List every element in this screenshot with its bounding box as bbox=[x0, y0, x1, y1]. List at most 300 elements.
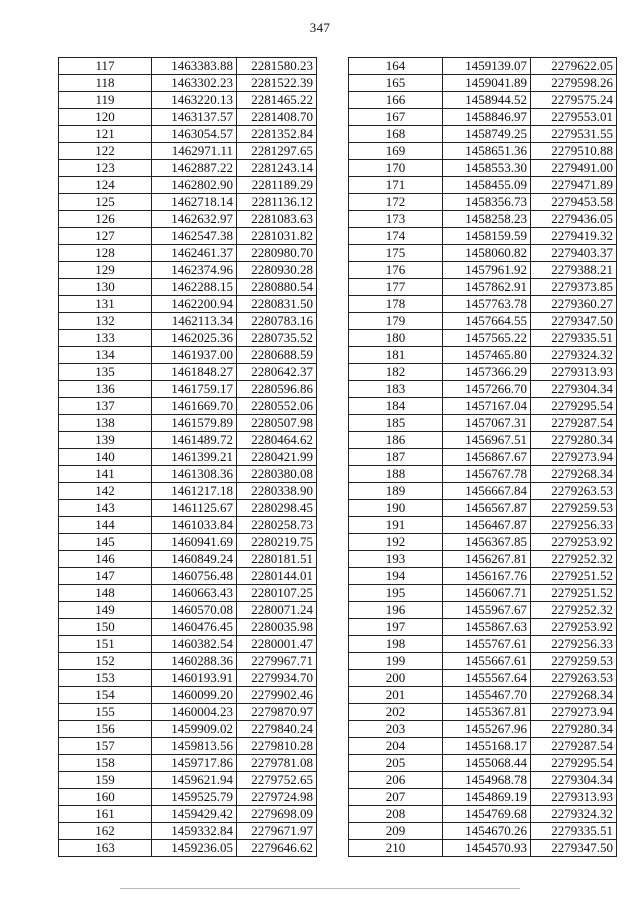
table-row bbox=[59, 687, 317, 704]
table-row bbox=[349, 806, 617, 823]
x-coordinate-cell: 1462718.14 bbox=[152, 194, 237, 211]
x-coordinate-cell: 1460382.54 bbox=[152, 636, 237, 653]
table-row bbox=[349, 75, 617, 92]
table-row bbox=[349, 551, 617, 568]
x-coordinate-cell: 1456967.51 bbox=[443, 432, 531, 449]
table-row bbox=[59, 296, 317, 313]
x-coordinate-cell: 1457565.22 bbox=[443, 330, 531, 347]
x-coordinate-cell: 1455867.63 bbox=[443, 619, 531, 636]
y-coordinate-cell: 2280464.62 bbox=[237, 432, 317, 449]
x-coordinate-cell: 1457266.70 bbox=[443, 381, 531, 398]
point-number-cell: 195 bbox=[349, 585, 443, 602]
y-coordinate-cell: 2279388.21 bbox=[531, 262, 617, 279]
point-number-cell: 169 bbox=[349, 143, 443, 160]
y-coordinate-cell: 2280071.24 bbox=[237, 602, 317, 619]
table-row bbox=[349, 687, 617, 704]
y-coordinate-cell: 2279360.27 bbox=[531, 296, 617, 313]
page-number: 347 bbox=[309, 20, 331, 35]
point-number-cell: 118 bbox=[59, 75, 152, 92]
x-coordinate-cell: 1461669.70 bbox=[152, 398, 237, 415]
table-row bbox=[349, 432, 617, 449]
y-coordinate-cell: 2280642.37 bbox=[237, 364, 317, 381]
table-row bbox=[59, 755, 317, 772]
x-coordinate-cell: 1455267.96 bbox=[443, 721, 531, 738]
table-row bbox=[349, 483, 617, 500]
x-coordinate-cell: 1460193.91 bbox=[152, 670, 237, 687]
y-coordinate-cell: 2279268.34 bbox=[531, 466, 617, 483]
table-row bbox=[59, 721, 317, 738]
point-number-cell: 160 bbox=[59, 789, 152, 806]
table-row bbox=[349, 211, 617, 228]
y-coordinate-cell: 2279253.92 bbox=[531, 619, 617, 636]
point-number-cell: 130 bbox=[59, 279, 152, 296]
point-number-cell: 165 bbox=[349, 75, 443, 92]
y-coordinate-cell: 2279510.88 bbox=[531, 143, 617, 160]
point-number-cell: 164 bbox=[349, 58, 443, 75]
y-coordinate-cell: 2281580.23 bbox=[237, 58, 317, 75]
point-number-cell: 192 bbox=[349, 534, 443, 551]
table-row bbox=[59, 806, 317, 823]
x-coordinate-cell: 1455367.81 bbox=[443, 704, 531, 721]
table-row bbox=[59, 58, 317, 75]
point-number-cell: 172 bbox=[349, 194, 443, 211]
y-coordinate-cell: 2279373.85 bbox=[531, 279, 617, 296]
x-coordinate-cell: 1456467.87 bbox=[443, 517, 531, 534]
x-coordinate-cell: 1457167.04 bbox=[443, 398, 531, 415]
point-number-cell: 127 bbox=[59, 228, 152, 245]
x-coordinate-cell: 1454869.19 bbox=[443, 789, 531, 806]
point-number-cell: 146 bbox=[59, 551, 152, 568]
point-number-cell: 171 bbox=[349, 177, 443, 194]
x-coordinate-cell: 1458258.23 bbox=[443, 211, 531, 228]
x-coordinate-cell: 1461937.00 bbox=[152, 347, 237, 364]
table-row bbox=[59, 602, 317, 619]
table-row bbox=[349, 58, 617, 75]
x-coordinate-cell: 1457862.91 bbox=[443, 279, 531, 296]
y-coordinate-cell: 2280001.47 bbox=[237, 636, 317, 653]
y-coordinate-cell: 2279698.09 bbox=[237, 806, 317, 823]
point-number-cell: 121 bbox=[59, 126, 152, 143]
point-number-cell: 119 bbox=[59, 92, 152, 109]
x-coordinate-cell: 1456667.84 bbox=[443, 483, 531, 500]
y-coordinate-cell: 2279263.53 bbox=[531, 483, 617, 500]
point-number-cell: 196 bbox=[349, 602, 443, 619]
point-number-cell: 151 bbox=[59, 636, 152, 653]
y-coordinate-cell: 2279840.24 bbox=[237, 721, 317, 738]
point-number-cell: 173 bbox=[349, 211, 443, 228]
point-number-cell: 117 bbox=[59, 58, 152, 75]
table-row bbox=[59, 92, 317, 109]
table-row bbox=[59, 228, 317, 245]
y-coordinate-cell: 2279295.54 bbox=[531, 755, 617, 772]
y-coordinate-cell: 2280107.25 bbox=[237, 585, 317, 602]
point-number-cell: 123 bbox=[59, 160, 152, 177]
x-coordinate-cell: 1462547.38 bbox=[152, 228, 237, 245]
y-coordinate-cell: 2279491.00 bbox=[531, 160, 617, 177]
y-coordinate-cell: 2279870.97 bbox=[237, 704, 317, 721]
y-coordinate-cell: 2280880.54 bbox=[237, 279, 317, 296]
x-coordinate-cell: 1456267.81 bbox=[443, 551, 531, 568]
table-row bbox=[59, 704, 317, 721]
x-coordinate-cell: 1462887.22 bbox=[152, 160, 237, 177]
y-coordinate-cell: 2280219.75 bbox=[237, 534, 317, 551]
point-number-cell: 133 bbox=[59, 330, 152, 347]
x-coordinate-cell: 1461579.89 bbox=[152, 415, 237, 432]
x-coordinate-cell: 1458944.52 bbox=[443, 92, 531, 109]
x-coordinate-cell: 1459139.07 bbox=[443, 58, 531, 75]
y-coordinate-cell: 2280144.01 bbox=[237, 568, 317, 585]
point-number-cell: 167 bbox=[349, 109, 443, 126]
table-row bbox=[349, 772, 617, 789]
x-coordinate-cell: 1456067.71 bbox=[443, 585, 531, 602]
point-number-cell: 122 bbox=[59, 143, 152, 160]
point-number-cell: 208 bbox=[349, 806, 443, 823]
table-row bbox=[59, 432, 317, 449]
table-row bbox=[349, 126, 617, 143]
point-number-cell: 131 bbox=[59, 296, 152, 313]
table-row bbox=[59, 75, 317, 92]
y-coordinate-cell: 2280596.86 bbox=[237, 381, 317, 398]
y-coordinate-cell: 2279280.34 bbox=[531, 432, 617, 449]
y-coordinate-cell: 2279259.53 bbox=[531, 653, 617, 670]
table-row bbox=[349, 823, 617, 840]
table-row bbox=[349, 602, 617, 619]
point-number-cell: 125 bbox=[59, 194, 152, 211]
point-number-cell: 161 bbox=[59, 806, 152, 823]
x-coordinate-cell: 1459041.89 bbox=[443, 75, 531, 92]
x-coordinate-cell: 1455068.44 bbox=[443, 755, 531, 772]
y-coordinate-cell: 2279268.34 bbox=[531, 687, 617, 704]
x-coordinate-cell: 1460756.48 bbox=[152, 568, 237, 585]
point-number-cell: 159 bbox=[59, 772, 152, 789]
x-coordinate-cell: 1461848.27 bbox=[152, 364, 237, 381]
point-number-cell: 197 bbox=[349, 619, 443, 636]
x-coordinate-cell: 1460663.43 bbox=[152, 585, 237, 602]
point-number-cell: 142 bbox=[59, 483, 152, 500]
y-coordinate-cell: 2281352.84 bbox=[237, 126, 317, 143]
x-coordinate-cell: 1462288.15 bbox=[152, 279, 237, 296]
table-row bbox=[59, 177, 317, 194]
x-coordinate-cell: 1462971.11 bbox=[152, 143, 237, 160]
table-row bbox=[349, 330, 617, 347]
table-row bbox=[349, 194, 617, 211]
point-number-cell: 162 bbox=[59, 823, 152, 840]
y-coordinate-cell: 2279671.97 bbox=[237, 823, 317, 840]
table-row bbox=[349, 755, 617, 772]
point-number-cell: 170 bbox=[349, 160, 443, 177]
table-row bbox=[349, 245, 617, 262]
table-row bbox=[349, 296, 617, 313]
table-row bbox=[349, 143, 617, 160]
point-number-cell: 176 bbox=[349, 262, 443, 279]
x-coordinate-cell: 1462200.94 bbox=[152, 296, 237, 313]
table-row bbox=[59, 143, 317, 160]
point-number-cell: 143 bbox=[59, 500, 152, 517]
point-number-cell: 189 bbox=[349, 483, 443, 500]
y-coordinate-cell: 2279273.94 bbox=[531, 704, 617, 721]
y-coordinate-cell: 2279622.05 bbox=[531, 58, 617, 75]
x-coordinate-cell: 1459429.42 bbox=[152, 806, 237, 823]
y-coordinate-cell: 2281031.82 bbox=[237, 228, 317, 245]
table-row bbox=[349, 500, 617, 517]
x-coordinate-cell: 1462113.34 bbox=[152, 313, 237, 330]
point-number-cell: 204 bbox=[349, 738, 443, 755]
table-row bbox=[59, 840, 317, 857]
table-row bbox=[59, 738, 317, 755]
y-coordinate-cell: 2279253.92 bbox=[531, 534, 617, 551]
y-coordinate-cell: 2279287.54 bbox=[531, 415, 617, 432]
table-row bbox=[349, 840, 617, 857]
x-coordinate-cell: 1462802.90 bbox=[152, 177, 237, 194]
table-row bbox=[59, 551, 317, 568]
y-coordinate-cell: 2279453.58 bbox=[531, 194, 617, 211]
y-coordinate-cell: 2280338.90 bbox=[237, 483, 317, 500]
y-coordinate-cell: 2279256.33 bbox=[531, 517, 617, 534]
table-row bbox=[59, 330, 317, 347]
y-coordinate-cell: 2281297.65 bbox=[237, 143, 317, 160]
point-number-cell: 155 bbox=[59, 704, 152, 721]
y-coordinate-cell: 2281522.39 bbox=[237, 75, 317, 92]
x-coordinate-cell: 1463054.57 bbox=[152, 126, 237, 143]
point-number-cell: 187 bbox=[349, 449, 443, 466]
y-coordinate-cell: 2280831.50 bbox=[237, 296, 317, 313]
point-number-cell: 185 bbox=[349, 415, 443, 432]
x-coordinate-cell: 1462461.37 bbox=[152, 245, 237, 262]
table-row bbox=[349, 568, 617, 585]
x-coordinate-cell: 1460099.20 bbox=[152, 687, 237, 704]
table-row bbox=[59, 823, 317, 840]
y-coordinate-cell: 2279403.37 bbox=[531, 245, 617, 262]
table-row bbox=[349, 585, 617, 602]
x-coordinate-cell: 1461489.72 bbox=[152, 432, 237, 449]
y-coordinate-cell: 2280930.28 bbox=[237, 262, 317, 279]
x-coordinate-cell: 1458651.36 bbox=[443, 143, 531, 160]
table-row bbox=[59, 653, 317, 670]
x-coordinate-cell: 1454670.26 bbox=[443, 823, 531, 840]
table-row bbox=[349, 449, 617, 466]
table-row bbox=[349, 670, 617, 687]
x-coordinate-cell: 1459236.05 bbox=[152, 840, 237, 857]
point-number-cell: 149 bbox=[59, 602, 152, 619]
x-coordinate-cell: 1460476.45 bbox=[152, 619, 237, 636]
table-row bbox=[349, 177, 617, 194]
table-row bbox=[349, 619, 617, 636]
x-coordinate-cell: 1457465.80 bbox=[443, 347, 531, 364]
y-coordinate-cell: 2279304.34 bbox=[531, 381, 617, 398]
y-coordinate-cell: 2279598.26 bbox=[531, 75, 617, 92]
point-number-cell: 210 bbox=[349, 840, 443, 857]
y-coordinate-cell: 2279646.62 bbox=[237, 840, 317, 857]
point-number-cell: 193 bbox=[349, 551, 443, 568]
table-row bbox=[59, 789, 317, 806]
x-coordinate-cell: 1460004.23 bbox=[152, 704, 237, 721]
point-number-cell: 152 bbox=[59, 653, 152, 670]
table-body bbox=[59, 58, 317, 857]
point-number-cell: 144 bbox=[59, 517, 152, 534]
point-number-cell: 203 bbox=[349, 721, 443, 738]
point-number-cell: 202 bbox=[349, 704, 443, 721]
x-coordinate-cell: 1459909.02 bbox=[152, 721, 237, 738]
table-row bbox=[59, 126, 317, 143]
table-row bbox=[59, 415, 317, 432]
y-coordinate-cell: 2279251.52 bbox=[531, 568, 617, 585]
x-coordinate-cell: 1458553.30 bbox=[443, 160, 531, 177]
x-coordinate-cell: 1457961.92 bbox=[443, 262, 531, 279]
footer-divider bbox=[120, 888, 520, 889]
point-number-cell: 178 bbox=[349, 296, 443, 313]
y-coordinate-cell: 2279313.93 bbox=[531, 789, 617, 806]
y-coordinate-cell: 2280980.70 bbox=[237, 245, 317, 262]
point-number-cell: 180 bbox=[349, 330, 443, 347]
coordinates-table-right bbox=[348, 57, 617, 857]
x-coordinate-cell: 1460288.36 bbox=[152, 653, 237, 670]
x-coordinate-cell: 1462632.97 bbox=[152, 211, 237, 228]
point-number-cell: 175 bbox=[349, 245, 443, 262]
table-row bbox=[349, 228, 617, 245]
y-coordinate-cell: 2280258.73 bbox=[237, 517, 317, 534]
y-coordinate-cell: 2279553.01 bbox=[531, 109, 617, 126]
x-coordinate-cell: 1460941.69 bbox=[152, 534, 237, 551]
point-number-cell: 132 bbox=[59, 313, 152, 330]
x-coordinate-cell: 1455667.61 bbox=[443, 653, 531, 670]
point-number-cell: 200 bbox=[349, 670, 443, 687]
point-number-cell: 188 bbox=[349, 466, 443, 483]
table-row bbox=[349, 364, 617, 381]
table-row bbox=[59, 636, 317, 653]
point-number-cell: 198 bbox=[349, 636, 443, 653]
x-coordinate-cell: 1463383.88 bbox=[152, 58, 237, 75]
table-row bbox=[349, 109, 617, 126]
y-coordinate-cell: 2279252.32 bbox=[531, 551, 617, 568]
point-number-cell: 154 bbox=[59, 687, 152, 704]
point-number-cell: 140 bbox=[59, 449, 152, 466]
x-coordinate-cell: 1459717.86 bbox=[152, 755, 237, 772]
table-row bbox=[349, 721, 617, 738]
table-row bbox=[59, 364, 317, 381]
point-number-cell: 135 bbox=[59, 364, 152, 381]
x-coordinate-cell: 1455168.17 bbox=[443, 738, 531, 755]
point-number-cell: 168 bbox=[349, 126, 443, 143]
x-coordinate-cell: 1459332.84 bbox=[152, 823, 237, 840]
point-number-cell: 120 bbox=[59, 109, 152, 126]
table-row bbox=[349, 398, 617, 415]
table-row bbox=[349, 347, 617, 364]
x-coordinate-cell: 1455567.64 bbox=[443, 670, 531, 687]
table-row bbox=[59, 245, 317, 262]
point-number-cell: 199 bbox=[349, 653, 443, 670]
table-row bbox=[349, 262, 617, 279]
table-row bbox=[59, 313, 317, 330]
y-coordinate-cell: 2279724.98 bbox=[237, 789, 317, 806]
y-coordinate-cell: 2280380.08 bbox=[237, 466, 317, 483]
table-row bbox=[349, 704, 617, 721]
point-number-cell: 205 bbox=[349, 755, 443, 772]
y-coordinate-cell: 2280035.98 bbox=[237, 619, 317, 636]
point-number-cell: 139 bbox=[59, 432, 152, 449]
point-number-cell: 147 bbox=[59, 568, 152, 585]
y-coordinate-cell: 2280181.51 bbox=[237, 551, 317, 568]
y-coordinate-cell: 2280552.06 bbox=[237, 398, 317, 415]
x-coordinate-cell: 1457763.78 bbox=[443, 296, 531, 313]
x-coordinate-cell: 1457664.55 bbox=[443, 313, 531, 330]
y-coordinate-cell: 2280507.98 bbox=[237, 415, 317, 432]
x-coordinate-cell: 1462025.36 bbox=[152, 330, 237, 347]
point-number-cell: 136 bbox=[59, 381, 152, 398]
point-number-cell: 153 bbox=[59, 670, 152, 687]
x-coordinate-cell: 1455967.67 bbox=[443, 602, 531, 619]
y-coordinate-cell: 2279347.50 bbox=[531, 840, 617, 857]
table-row bbox=[349, 789, 617, 806]
table-row bbox=[59, 500, 317, 517]
table-row bbox=[59, 466, 317, 483]
table-row bbox=[349, 381, 617, 398]
table-row bbox=[59, 194, 317, 211]
y-coordinate-cell: 2279934.70 bbox=[237, 670, 317, 687]
x-coordinate-cell: 1454968.78 bbox=[443, 772, 531, 789]
point-number-cell: 129 bbox=[59, 262, 152, 279]
x-coordinate-cell: 1456167.76 bbox=[443, 568, 531, 585]
x-coordinate-cell: 1456567.87 bbox=[443, 500, 531, 517]
table-row bbox=[59, 279, 317, 296]
y-coordinate-cell: 2279967.71 bbox=[237, 653, 317, 670]
x-coordinate-cell: 1458060.82 bbox=[443, 245, 531, 262]
table-row bbox=[59, 534, 317, 551]
y-coordinate-cell: 2279256.33 bbox=[531, 636, 617, 653]
table-row bbox=[59, 211, 317, 228]
point-number-cell: 163 bbox=[59, 840, 152, 857]
point-number-cell: 183 bbox=[349, 381, 443, 398]
table-row bbox=[59, 160, 317, 177]
table-row bbox=[349, 466, 617, 483]
point-number-cell: 206 bbox=[349, 772, 443, 789]
y-coordinate-cell: 2279781.08 bbox=[237, 755, 317, 772]
x-coordinate-cell: 1463302.23 bbox=[152, 75, 237, 92]
point-number-cell: 194 bbox=[349, 568, 443, 585]
table-row bbox=[59, 483, 317, 500]
table-row bbox=[59, 585, 317, 602]
y-coordinate-cell: 2281243.14 bbox=[237, 160, 317, 177]
table-row bbox=[59, 517, 317, 534]
y-coordinate-cell: 2279575.24 bbox=[531, 92, 617, 109]
table-row bbox=[59, 262, 317, 279]
y-coordinate-cell: 2279273.94 bbox=[531, 449, 617, 466]
table-row bbox=[349, 279, 617, 296]
table-row bbox=[349, 534, 617, 551]
y-coordinate-cell: 2279752.65 bbox=[237, 772, 317, 789]
x-coordinate-cell: 1458356.73 bbox=[443, 194, 531, 211]
point-number-cell: 124 bbox=[59, 177, 152, 194]
point-number-cell: 148 bbox=[59, 585, 152, 602]
x-coordinate-cell: 1460849.24 bbox=[152, 551, 237, 568]
y-coordinate-cell: 2281136.12 bbox=[237, 194, 317, 211]
point-number-cell: 179 bbox=[349, 313, 443, 330]
point-number-cell: 138 bbox=[59, 415, 152, 432]
table-row bbox=[59, 772, 317, 789]
y-coordinate-cell: 2280735.52 bbox=[237, 330, 317, 347]
point-number-cell: 207 bbox=[349, 789, 443, 806]
point-number-cell: 145 bbox=[59, 534, 152, 551]
x-coordinate-cell: 1457067.31 bbox=[443, 415, 531, 432]
x-coordinate-cell: 1459813.56 bbox=[152, 738, 237, 755]
y-coordinate-cell: 2279324.32 bbox=[531, 347, 617, 364]
x-coordinate-cell: 1461125.67 bbox=[152, 500, 237, 517]
y-coordinate-cell: 2279324.32 bbox=[531, 806, 617, 823]
point-number-cell: 137 bbox=[59, 398, 152, 415]
table-row bbox=[59, 568, 317, 585]
point-number-cell: 177 bbox=[349, 279, 443, 296]
x-coordinate-cell: 1461308.36 bbox=[152, 466, 237, 483]
y-coordinate-cell: 2279280.34 bbox=[531, 721, 617, 738]
